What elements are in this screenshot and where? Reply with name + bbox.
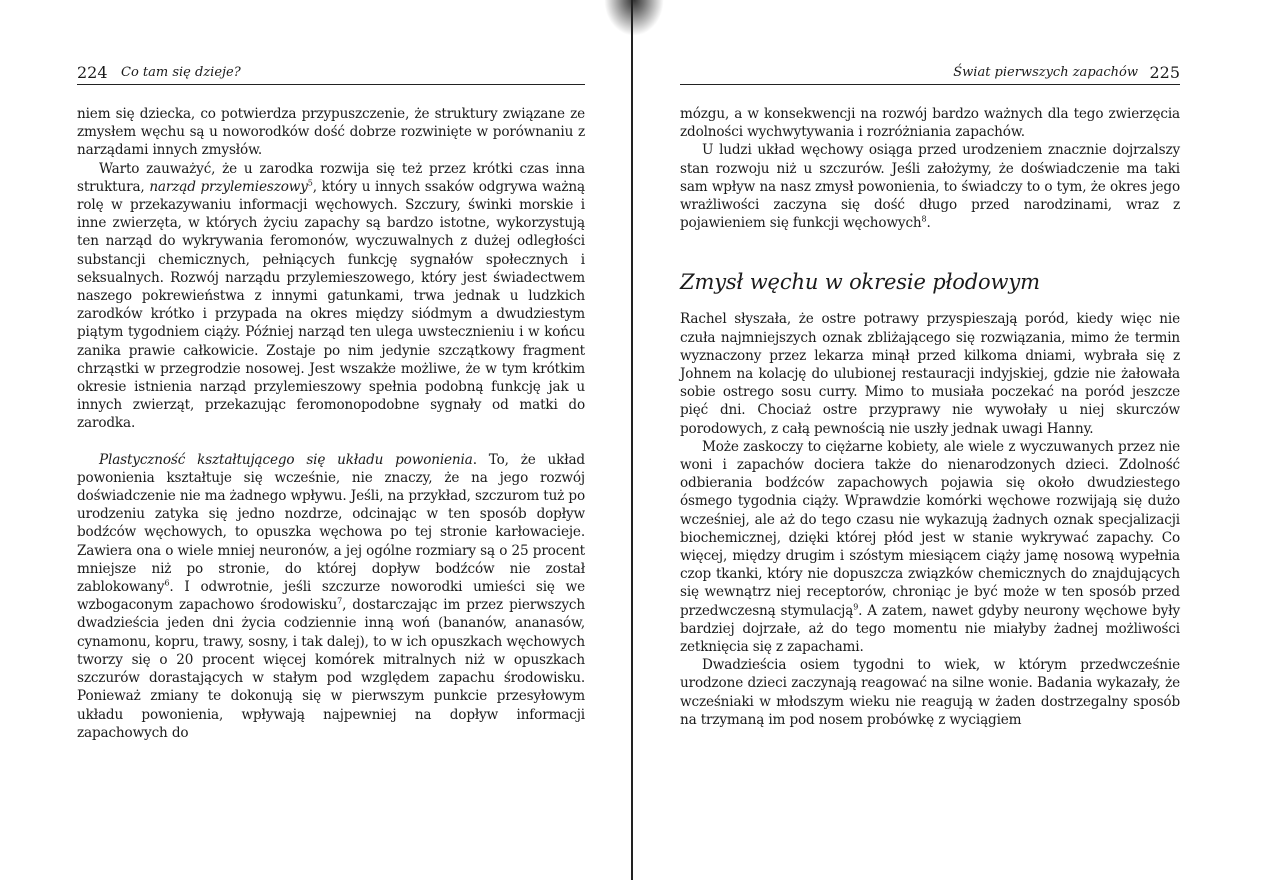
footnote-ref: 7 [337,596,343,606]
text-run: U ludzi układ węchowy osiąga przed urodzeniem znacznie dojrzalszy stan rozwoju niż u szczurów. Jeśli założymy, że doświadczenie ma taki sam wpływ na nasz zmysł powonienia, to świadczy to o tym, że okres jego wrażliwości zaczyna się dość długo przed narodzinami, wraz z pojawieniem się funkcji węchowych [680,142,1180,232]
paragraph [77,451,585,742]
left-page [77,62,585,742]
paragraph [77,160,585,433]
right-running-title: Świat pierwszych zapachów [953,65,1138,80]
footnote-ref: 8 [921,214,927,224]
text-run: . To, że układ powonienia kształtuje się wcześnie, nie znaczy, że na jego rozwój doświadczenie nie ma żadnego wpływu. Jeśli, na przykład, szczurom tuż po urodzeniu zatyka się jedno nozdrze, odcinając w ten sposób dopływ bodźców węchowych, to opuszka węchowa po tej stronie karłowacieje. Zawiera ona o wiele mniej neuronów, a jej ogólne rozmiary są o 25 procent mniejsze niż po stronie, do której dopływ bodźców nie został zablokowany [77,451,585,596]
text-run: , który u innych ssaków odgrywa ważną rolę w przekazywaniu informacji węchowych. Szczury, świnki morskie i inne zwierzęta, w których życiu zapachy są bardzo istotne, wykorzystują ten narząd do wykrywania feromonów, wyczuwalnych z dużej odległości substancji chemicznych, pełniących funkcję sygnałów społecznych i seksualnych. Rozwój narządu przylemieszowego, który jest świadectwem naszego pokrewieństwa z innymi gatunkami, trwa jednak u ludzkich zarodków krótko i przypada na okres między siódmym a dwudziestym piątym tygodniem ciąży. Później narząd ten ulega uwstecznieniu i w końcu zanika prawie całkowicie. Zostaje po nim jedynie szczątkowy fragment chrząstki w przegrodzie nosowej. Jest wszakże możliwe, że w tym krótkim okresie istnienia narząd przylemieszowy spełnia podobną funkcję jak u innych zwierząt, przekazując feromonopodobne sygnały od matki do zarodka. [77,178,585,432]
footnote-ref: 6 [164,578,170,588]
paragraph: mózgu, a w konsekwencji na rozwój bardzo ważnych dla tego zwierzęcia zdolności wychwytywania i rozróżniania zapachów. [680,106,1180,141]
right-page [680,62,1180,729]
left-running-title: Co tam się dzieje? [121,65,241,80]
left-running-head [77,62,585,85]
right-page-number: 225 [1149,63,1180,82]
paragraph [680,438,1180,656]
footnote-ref: 5 [307,178,313,188]
footnote-ref: 9 [853,602,859,612]
paragraph: Dwadzieścia osiem tygodni to wiek, w którym przedwcześnie urodzone dzieci zaczynają reagować na silne wonie. Badania wykazały, że wcześniaki w młodszym wieku nie reagują w żaden dostrzegalny sposób na trzymaną im pod nosem probówkę z wyciągiem [680,657,1180,728]
italic-term: narząd przylemieszowy [149,178,308,195]
left-page-number: 224 [77,63,108,82]
text-run: , dostarczając im przez pierwszych dwadzieścia jeden dni życia codziennie inną woń (bananów, ananasów, cynamonu, kopru, trawy, sosny, i tak dalej), to w ich opuszkach węchowych tworzy się o 20 procent więcej komórek mitralnych niż w opuszkach szczurów dorastających w stałym pod względem zapachu środowisku. Ponieważ zmiany te dokonują się w pierwszym punkcie przesyłowym układu powonienia, wpływają najpewniej na dopływ informacji zapachowych do [77,597,585,741]
paragraph: Rachel słyszała, że ostre potrawy przyspieszają poród, kiedy więc nie czuła najmniejszych oznak zbliżającego się rozwiązania, mimo że termin wyznaczony przez lekarza minął przed kilkoma dniami, wybrała się z Johnem na kolację do ulubionej restauracji indyjskiej, gdzie nie żałowała sobie ostrego sosu curry. Mimo to musiała poczekać na poród jeszcze pięć dni. Chociaż ostre przyprawy nie wywołały u niej skurczów porodowych, z całą pewnością nie uszły jednak uwagi Hanny. [680,311,1180,437]
text-run: . I odwrotnie, jeśli szczurze noworodki umieści się we wzbogaconym zapachowo środowisku [77,579,585,614]
left-body-text [77,105,585,742]
section-title: Zmysł węchu w okresie płodowym [680,270,1040,295]
text-run: Może zaskoczy to ciężarne kobiety, ale wiele z wyczuwanych przez nie woni i zapachów dociera także do nienarodzonych dzieci. Zdolność odbierania bodźców zapachowych pojawia się około dwudziestego ósmego tygodnia ciąży. Wprawdzie komórki węchowe rozwijają się dużo wcześniej, ale aż do tego czasu nie wykazują żadnych oznak specjalizacji biochemicznej, dzięki której płód jest w stanie wykrywać zapachy. Co więcej, między drugim i szóstym miesiącem ciąży jamę nosową wypełnia czop tkanki, który nie dopuszcza związków chemicznych do znajdujących się wewnątrz niej receptorów, chroniąc je być może w ten sposób przed przedwczesną stymulacją [680,438,1180,619]
paragraph: niem się dziecka, co potwierdza przypuszczenie, że struktury związane ze zmysłem węchu są u noworodków dość dobrze rozwinięte w porównaniu z narządami innych zmysłów. [77,106,585,159]
text-run: . [926,215,931,232]
gutter-shadow [604,0,664,36]
book-gutter [631,0,633,880]
right-running-head [680,62,1180,85]
text-run: . A zatem, nawet gdyby neurony węchowe były bardziej dojrzałe, aż do tego momentu nie miałyby żadnej możliwości zetknięcia się z zapachami. [680,602,1180,656]
right-body-text [680,105,1180,729]
paragraph [680,141,1180,232]
paragraph-lead: Plastyczność kształtującego się układu powonienia [99,451,473,468]
text-run: Warto zauważyć, że u zarodka rozwija się też przez krótki czas inna struktura, [77,160,585,195]
